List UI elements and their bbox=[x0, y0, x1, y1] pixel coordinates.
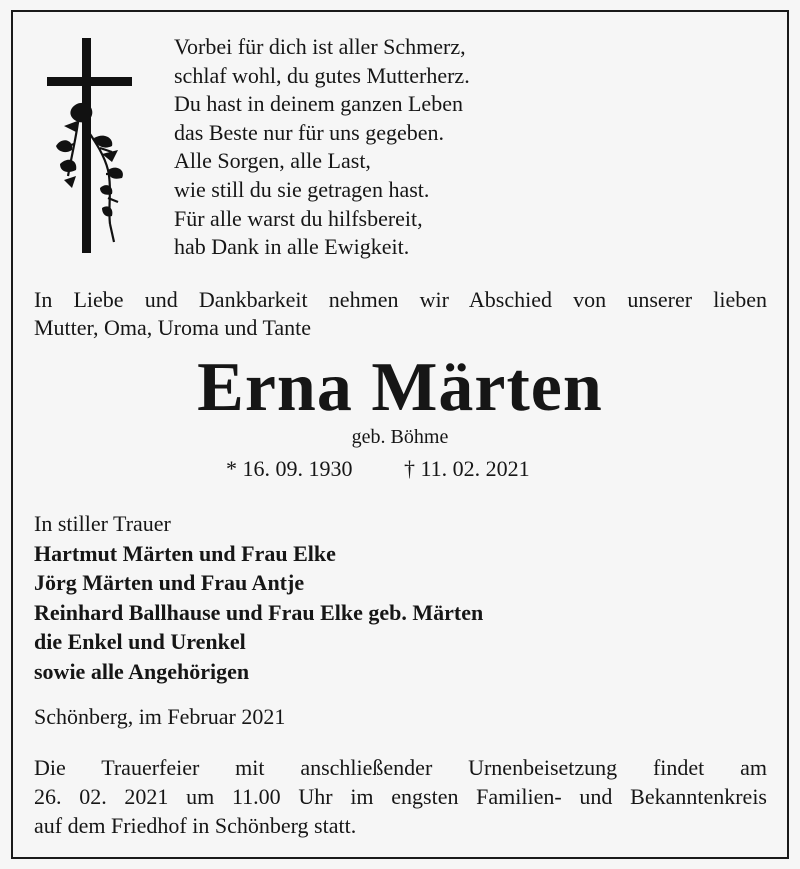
intro-line: Mutter, Oma, Uroma und Tante bbox=[34, 315, 311, 340]
intro-line: In Liebe und Dankbarkeit nehmen wir Abschied von unserer lieben bbox=[34, 287, 767, 312]
intro-text bbox=[34, 286, 767, 342]
mourner-entry: Reinhard Ballhause und Frau Elke geb. Märten bbox=[34, 599, 484, 625]
mourners-list bbox=[34, 509, 483, 686]
notice-line: 26. 02. 2021 um 11.00 Uhr im engsten Familien- und Bekanntenkreis bbox=[34, 784, 767, 809]
mourner-entry: Hartmut Märten und Frau Elke bbox=[34, 540, 336, 566]
notice-line: Die Trauerfeier mit anschließender Urnenbeisetzung findet am bbox=[34, 755, 767, 780]
poem-line: das Beste nur für uns gegeben. bbox=[174, 119, 445, 145]
poem-line: wie still du sie getragen hast. bbox=[174, 176, 430, 202]
deceased-name: Erna Märten bbox=[197, 349, 603, 426]
death-date: † 11. 02. 2021 bbox=[404, 456, 530, 481]
poem bbox=[174, 33, 470, 262]
notice-line: auf dem Friedhof in Schönberg statt. bbox=[34, 813, 357, 838]
poem-line: Für alle warst du hilfsbereit, bbox=[174, 205, 423, 231]
cross-with-rose-icon bbox=[42, 28, 137, 258]
birth-name: geb. Böhme bbox=[351, 426, 449, 448]
funeral-notice bbox=[34, 753, 767, 840]
poem-line: hab Dank in alle Ewigkeit. bbox=[174, 234, 410, 260]
poem-line: Vorbei für dich ist aller Schmerz, bbox=[174, 34, 466, 59]
mourner-entry: die Enkel und Urenkel bbox=[34, 629, 246, 654]
mourners-heading: In stiller Trauer bbox=[34, 511, 171, 536]
poem-line: Du hast in deinem ganzen Leben bbox=[174, 91, 463, 117]
place-date: Schönberg, im Februar 2021 bbox=[34, 704, 286, 729]
birth-date: * 16. 09. 1930 bbox=[226, 456, 353, 481]
poem-line: Alle Sorgen, alle Last, bbox=[174, 148, 371, 174]
poem-line: schlaf wohl, du gutes Mutterherz. bbox=[174, 62, 470, 88]
mourner-entry: Jörg Märten und Frau Antje bbox=[34, 570, 305, 595]
mourner-entry: sowie alle Angehörigen bbox=[34, 658, 250, 684]
life-dates bbox=[226, 455, 530, 483]
